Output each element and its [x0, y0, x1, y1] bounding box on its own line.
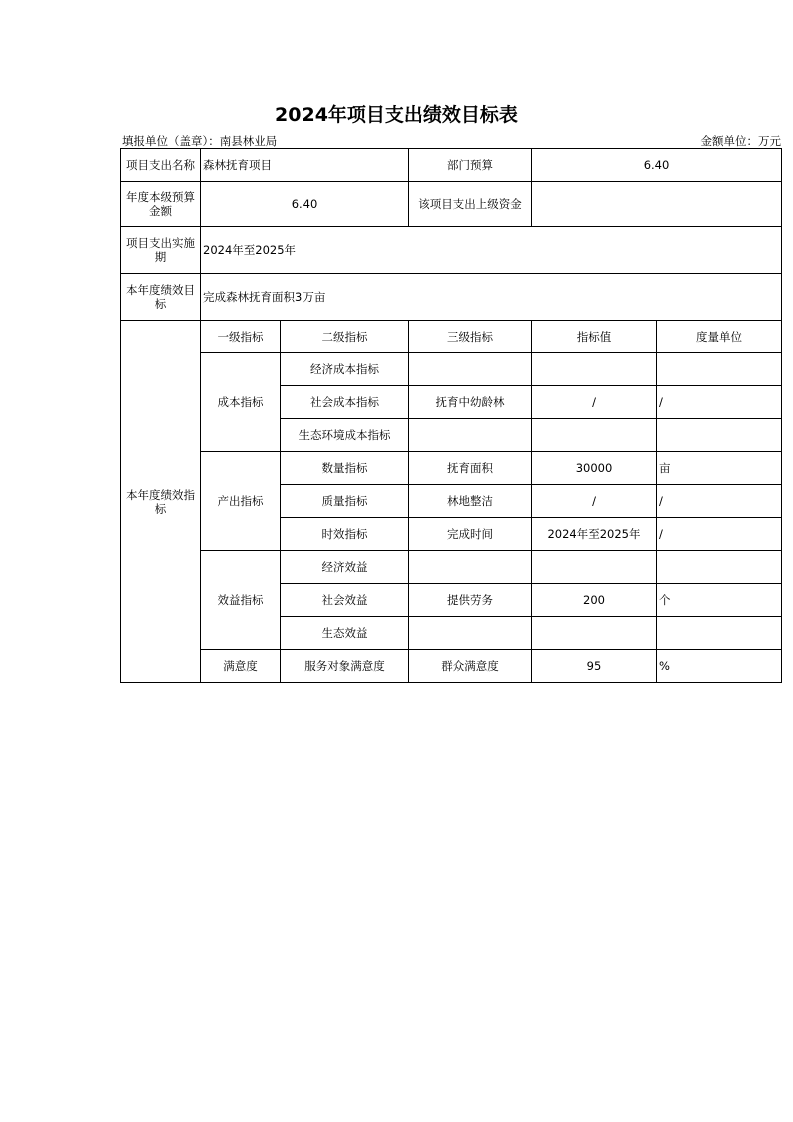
- level3-cell: 抚育中幼龄林: [409, 386, 532, 419]
- header-level2: 二级指标: [281, 321, 409, 353]
- table-row: [121, 650, 782, 683]
- row-annual-budget: [121, 182, 782, 227]
- unit-cell: 个: [657, 584, 782, 617]
- row-project-name: [121, 149, 782, 182]
- value-cell: [532, 617, 657, 650]
- unit-cell: [657, 353, 782, 386]
- indicators-section-label: 本年度绩效指标: [121, 321, 201, 683]
- performance-table: [120, 148, 782, 683]
- level3-cell: 提供劳务: [409, 584, 532, 617]
- value-cell: 95: [532, 650, 657, 683]
- table-row: [121, 353, 782, 386]
- unit-cell: %: [657, 650, 782, 683]
- goal-value: 完成森林抚育面积3万亩: [201, 274, 782, 321]
- amount-unit: 金额单位：万元: [700, 134, 781, 148]
- value-cell: [532, 419, 657, 452]
- header-level1: 一级指标: [201, 321, 281, 353]
- unit-cell: [657, 551, 782, 584]
- unit-cell: /: [657, 386, 782, 419]
- level2-cell: 质量指标: [281, 485, 409, 518]
- level2-cell: 社会效益: [281, 584, 409, 617]
- upper-funds-label: 该项目支出上级资金: [409, 182, 532, 227]
- row-period: [121, 227, 782, 274]
- header-level3: 三级指标: [409, 321, 532, 353]
- level2-cell: 经济成本指标: [281, 353, 409, 386]
- level2-cell: 数量指标: [281, 452, 409, 485]
- level3-cell: 林地整洁: [409, 485, 532, 518]
- filler-unit: 填报单位（盖章）：南县林业局: [122, 134, 278, 148]
- group-benefit: 效益指标: [201, 551, 281, 650]
- goal-label: 本年度绩效目标: [121, 274, 201, 321]
- level2-cell: 经济效益: [281, 551, 409, 584]
- row-goal: [121, 274, 782, 321]
- value-cell: 2024年至2025年: [532, 518, 657, 551]
- unit-cell: 亩: [657, 452, 782, 485]
- value-cell: [532, 353, 657, 386]
- level3-cell: 完成时间: [409, 518, 532, 551]
- group-cost: 成本指标: [201, 353, 281, 452]
- unit-cell: /: [657, 485, 782, 518]
- value-cell: 30000: [532, 452, 657, 485]
- indicator-header-row: [121, 321, 782, 353]
- dept-budget-label: 部门预算: [409, 149, 532, 182]
- level3-cell: [409, 551, 532, 584]
- annual-budget-value: 6.40: [201, 182, 409, 227]
- level2-cell: 社会成本指标: [281, 386, 409, 419]
- upper-funds-value: [532, 182, 782, 227]
- period-label: 项目支出实施期: [121, 227, 201, 274]
- header-unit: 度量单位: [657, 321, 782, 353]
- unit-cell: [657, 617, 782, 650]
- level2-cell: 生态效益: [281, 617, 409, 650]
- level3-cell: [409, 617, 532, 650]
- level3-cell: 群众满意度: [409, 650, 532, 683]
- annual-budget-label: 年度本级预算金额: [121, 182, 201, 227]
- level3-cell: [409, 419, 532, 452]
- table-row: [121, 551, 782, 584]
- project-name-value: 森林抚育项目: [201, 149, 409, 182]
- value-cell: [532, 551, 657, 584]
- unit-cell: [657, 419, 782, 452]
- project-name-label: 项目支出名称: [121, 149, 201, 182]
- value-cell: /: [532, 485, 657, 518]
- page-title: 2024年项目支出绩效目标表: [275, 104, 518, 126]
- table-row: [121, 452, 782, 485]
- group-satisfaction: 满意度: [201, 650, 281, 683]
- value-cell: 200: [532, 584, 657, 617]
- group-output: 产出指标: [201, 452, 281, 551]
- level3-cell: [409, 353, 532, 386]
- level2-cell: 服务对象满意度: [281, 650, 409, 683]
- level2-cell: 时效指标: [281, 518, 409, 551]
- period-value: 2024年至2025年: [201, 227, 782, 274]
- level3-cell: 抚育面积: [409, 452, 532, 485]
- level2-cell: 生态环境成本指标: [281, 419, 409, 452]
- unit-cell: /: [657, 518, 782, 551]
- header-value: 指标值: [532, 321, 657, 353]
- value-cell: /: [532, 386, 657, 419]
- dept-budget-value: 6.40: [532, 149, 782, 182]
